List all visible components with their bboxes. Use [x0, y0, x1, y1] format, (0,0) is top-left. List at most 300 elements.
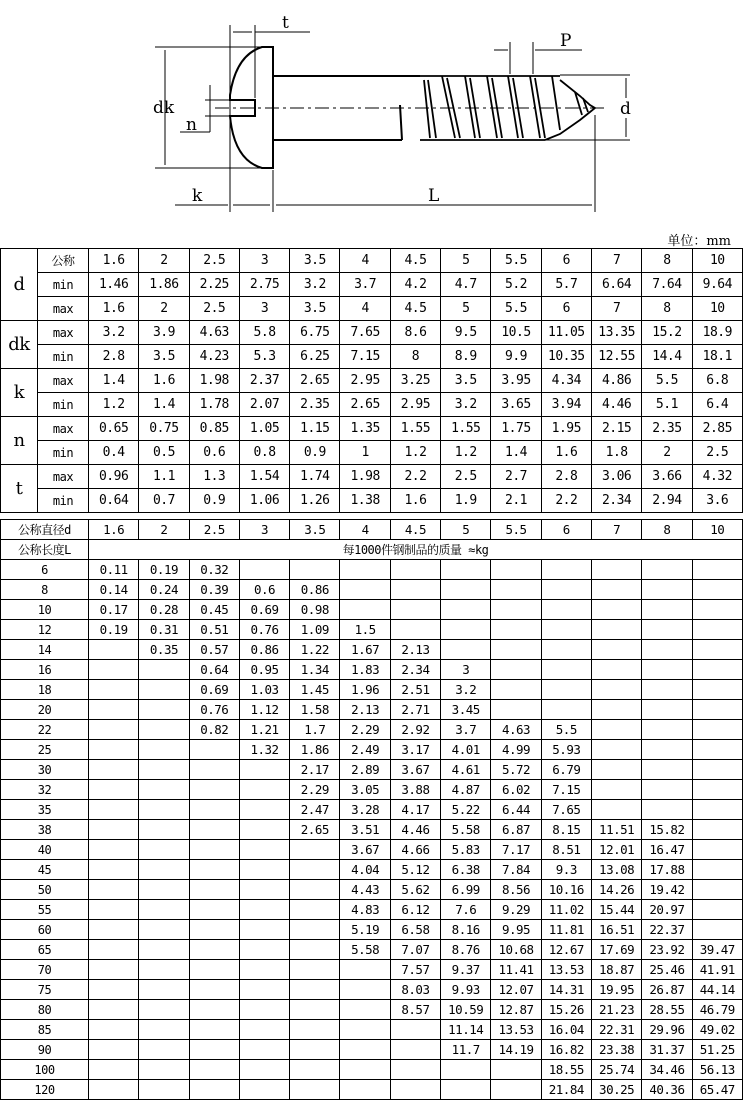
mass-cell: 11.51	[591, 820, 641, 840]
mass-cell	[89, 1060, 139, 1080]
limit-label: max	[38, 465, 89, 489]
mass-cell: 7.17	[491, 840, 541, 860]
mass-cell	[239, 920, 289, 940]
length-cell: 50	[1, 880, 89, 900]
mass-cell	[139, 960, 189, 980]
mass-cell: 31.37	[642, 1040, 692, 1060]
mass-cell: 30.25	[591, 1080, 641, 1100]
diameter-cell: 6	[541, 520, 591, 540]
mass-cell: 51.25	[692, 1040, 742, 1060]
mass-cell: 1.83	[340, 660, 390, 680]
length-cell: 8	[1, 580, 89, 600]
param-label: n	[1, 417, 38, 465]
mass-cell: 2.65	[290, 820, 340, 840]
value-cell: 4.2	[390, 273, 440, 297]
mass-cell	[290, 860, 340, 880]
mass-cell	[390, 1080, 440, 1100]
length-cell: 14	[1, 640, 89, 660]
mass-cell: 16.47	[642, 840, 692, 860]
length-cell: 75	[1, 980, 89, 1000]
value-cell: 0.64	[89, 489, 139, 513]
diameter-cell: 4.5	[390, 520, 440, 540]
mass-cell: 5.62	[390, 880, 440, 900]
mass-cell	[89, 800, 139, 820]
mass-cell: 56.13	[692, 1060, 742, 1080]
mass-cell	[139, 780, 189, 800]
mass-cell	[290, 880, 340, 900]
mass-cell: 9.3	[541, 860, 591, 880]
value-cell: 10	[692, 297, 742, 321]
mass-cell: 4.87	[441, 780, 491, 800]
mass-cell	[692, 900, 742, 920]
mass-cell	[642, 700, 692, 720]
mass-cell: 4.99	[491, 740, 541, 760]
mass-cell: 3.28	[340, 800, 390, 820]
mass-cell: 4.66	[390, 840, 440, 860]
nominal-size-cell: 5.5	[491, 249, 541, 273]
value-cell: 1	[340, 441, 390, 465]
mass-cell: 14.26	[591, 880, 641, 900]
mass-cell	[290, 940, 340, 960]
mass-cell: 15.26	[541, 1000, 591, 1020]
mass-cell: 2.89	[340, 760, 390, 780]
mass-cell	[89, 820, 139, 840]
value-cell: 13.35	[591, 321, 641, 345]
mass-cell	[239, 900, 289, 920]
mass-cell: 9.93	[441, 980, 491, 1000]
value-cell: 2.7	[491, 465, 541, 489]
value-cell: 18.9	[692, 321, 742, 345]
mass-cell	[290, 960, 340, 980]
mass-cell	[541, 680, 591, 700]
mass-cell	[491, 700, 541, 720]
value-cell: 2.5	[189, 297, 239, 321]
mass-cell	[89, 700, 139, 720]
mass-cell	[340, 1000, 390, 1020]
mass-cell: 1.86	[290, 740, 340, 760]
mass-cell: 23.38	[591, 1040, 641, 1060]
mass-cell: 8.16	[441, 920, 491, 940]
value-cell: 6.8	[692, 369, 742, 393]
mass-cell	[692, 820, 742, 840]
mass-cell: 0.45	[189, 600, 239, 620]
param-label: t	[1, 465, 38, 513]
mass-cell	[692, 580, 742, 600]
mass-cell	[591, 800, 641, 820]
value-cell: 0.75	[139, 417, 189, 441]
value-cell: 1.55	[441, 417, 491, 441]
value-cell: 0.4	[89, 441, 139, 465]
value-cell: 2	[642, 441, 692, 465]
value-cell: 1.8	[591, 441, 641, 465]
mass-cell	[491, 600, 541, 620]
mass-cell	[491, 620, 541, 640]
mass-cell: 4.63	[491, 720, 541, 740]
mass-cell: 4.61	[441, 760, 491, 780]
limit-label: min	[38, 489, 89, 513]
mass-cell: 2.47	[290, 800, 340, 820]
mass-cell	[541, 560, 591, 580]
mass-cell	[89, 660, 139, 680]
mass-cell: 6.79	[541, 760, 591, 780]
mass-cell	[89, 740, 139, 760]
mass-cell: 3.45	[441, 700, 491, 720]
value-cell: 2.2	[541, 489, 591, 513]
mass-cell: 0.35	[139, 640, 189, 660]
mass-cell	[591, 760, 641, 780]
mass-cell	[89, 1040, 139, 1060]
value-cell: 0.5	[139, 441, 189, 465]
diameter-cell: 8	[642, 520, 692, 540]
table-row	[1, 1060, 743, 1080]
mass-cell: 0.31	[139, 620, 189, 640]
mass-cell	[139, 660, 189, 680]
mass-cell: 40.36	[642, 1080, 692, 1100]
limit-label: max	[38, 297, 89, 321]
value-cell: 2.25	[189, 273, 239, 297]
mass-cell: 5.58	[441, 820, 491, 840]
mass-cell	[441, 560, 491, 580]
nominal-size-cell: 5	[441, 249, 491, 273]
mass-cell: 0.19	[139, 560, 189, 580]
label-L: L	[428, 186, 440, 206]
mass-cell	[340, 1020, 390, 1040]
nominal-size-cell: 4	[340, 249, 390, 273]
mass-cell	[139, 680, 189, 700]
table-row	[1, 369, 743, 393]
mass-cell: 3.67	[340, 840, 390, 860]
value-cell: 5.2	[491, 273, 541, 297]
mass-cell: 17.88	[642, 860, 692, 880]
value-cell: 2.95	[340, 369, 390, 393]
mass-cell: 0.69	[239, 600, 289, 620]
mass-cell	[89, 720, 139, 740]
value-cell: 4.34	[541, 369, 591, 393]
mass-cell	[340, 980, 390, 1000]
mass-cell	[189, 1060, 239, 1080]
table-row	[1, 820, 743, 840]
mass-cell	[139, 920, 189, 940]
mass-cell	[290, 560, 340, 580]
mass-cell	[139, 1080, 189, 1100]
mass-cell: 7.15	[541, 780, 591, 800]
value-cell: 2.8	[541, 465, 591, 489]
value-cell: 4.23	[189, 345, 239, 369]
mass-cell: 0.98	[290, 600, 340, 620]
value-cell: 1.98	[340, 465, 390, 489]
mass-cell	[239, 840, 289, 860]
nominal-size-cell: 8	[642, 249, 692, 273]
mass-cell: 0.32	[189, 560, 239, 580]
table-row	[1, 720, 743, 740]
value-cell: 8	[390, 345, 440, 369]
mass-cell: 0.39	[189, 580, 239, 600]
mass-cell: 1.03	[239, 680, 289, 700]
mass-cell	[692, 620, 742, 640]
nominal-size-cell: 6	[541, 249, 591, 273]
table-row	[1, 880, 743, 900]
mass-cell: 10.16	[541, 880, 591, 900]
value-cell: 2	[139, 297, 189, 321]
value-cell: 8	[642, 297, 692, 321]
value-cell: 10.35	[541, 345, 591, 369]
mass-cell	[139, 1060, 189, 1080]
value-cell: 3.65	[491, 393, 541, 417]
mass-cell	[692, 740, 742, 760]
length-label: 公称长度L	[1, 540, 89, 560]
value-cell: 2.15	[591, 417, 641, 441]
mass-cell: 46.79	[692, 1000, 742, 1020]
mass-cell	[89, 880, 139, 900]
label-t: t	[282, 13, 289, 33]
mass-cell: 20.97	[642, 900, 692, 920]
length-cell: 22	[1, 720, 89, 740]
mass-cell	[89, 1020, 139, 1040]
value-cell: 1.75	[491, 417, 541, 441]
table-row	[1, 620, 743, 640]
mass-cell: 14.31	[541, 980, 591, 1000]
mass-cell	[139, 1040, 189, 1060]
mass-cell	[491, 680, 541, 700]
value-cell: 2.37	[239, 369, 289, 393]
mass-cell	[239, 760, 289, 780]
mass-cell	[239, 1080, 289, 1100]
mass-cell	[89, 1080, 139, 1100]
mass-cell: 16.51	[591, 920, 641, 940]
value-cell: 0.8	[239, 441, 289, 465]
value-cell: 5.5	[642, 369, 692, 393]
value-cell: 1.98	[189, 369, 239, 393]
value-cell: 0.7	[139, 489, 189, 513]
value-cell: 1.9	[441, 489, 491, 513]
mass-cell: 3.67	[390, 760, 440, 780]
param-label: d	[1, 249, 38, 321]
mass-cell	[491, 1060, 541, 1080]
value-cell: 1.35	[340, 417, 390, 441]
mass-cell	[139, 1000, 189, 1020]
value-cell: 0.65	[89, 417, 139, 441]
value-cell: 2.2	[390, 465, 440, 489]
mass-cell: 1.7	[290, 720, 340, 740]
value-cell: 1.6	[89, 297, 139, 321]
mass-cell	[239, 780, 289, 800]
mass-cell	[591, 580, 641, 600]
mass-cell	[642, 740, 692, 760]
limit-label: min	[38, 393, 89, 417]
mass-cell: 7.6	[441, 900, 491, 920]
mass-cell	[139, 880, 189, 900]
value-cell: 6.25	[290, 345, 340, 369]
value-cell: 14.4	[642, 345, 692, 369]
mass-cell	[390, 1040, 440, 1060]
table-row	[1, 393, 743, 417]
mass-cell	[390, 580, 440, 600]
value-cell: 7.64	[642, 273, 692, 297]
value-cell: 4.46	[591, 393, 641, 417]
mass-cell: 2.71	[390, 700, 440, 720]
mass-cell: 2.13	[390, 640, 440, 660]
mass-cell	[290, 980, 340, 1000]
mass-cell	[290, 1040, 340, 1060]
mass-cell	[491, 1080, 541, 1100]
mass-cell	[340, 560, 390, 580]
mass-cell: 8.56	[491, 880, 541, 900]
mass-cell	[441, 640, 491, 660]
table-row	[1, 489, 743, 513]
mass-cell	[290, 920, 340, 940]
mass-cell	[89, 940, 139, 960]
mass-cell	[239, 980, 289, 1000]
mass-cell: 23.92	[642, 940, 692, 960]
mass-cell	[89, 840, 139, 860]
mass-cell: 7.07	[390, 940, 440, 960]
mass-cell: 3.7	[441, 720, 491, 740]
mass-cell: 5.93	[541, 740, 591, 760]
mass-cell: 5.72	[491, 760, 541, 780]
value-cell: 7	[591, 297, 641, 321]
mass-cell	[692, 640, 742, 660]
mass-cell	[189, 900, 239, 920]
length-cell: 85	[1, 1020, 89, 1040]
mass-cell: 8.51	[541, 840, 591, 860]
limit-label: max	[38, 321, 89, 345]
mass-cell: 6.02	[491, 780, 541, 800]
table-row	[1, 417, 743, 441]
mass-cell: 6.12	[390, 900, 440, 920]
value-cell: 6.4	[692, 393, 742, 417]
value-cell: 12.55	[591, 345, 641, 369]
value-cell: 3.2	[290, 273, 340, 297]
value-cell: 0.6	[189, 441, 239, 465]
mass-cell: 4.01	[441, 740, 491, 760]
unit-label: 单位：mm	[667, 234, 731, 249]
nominal-size-row	[1, 249, 743, 273]
value-cell: 0.9	[290, 441, 340, 465]
value-cell: 9.5	[441, 321, 491, 345]
mass-cell: 5.19	[340, 920, 390, 940]
length-cell: 16	[1, 660, 89, 680]
mass-cell	[189, 880, 239, 900]
value-cell: 1.3	[189, 465, 239, 489]
mass-cell	[189, 840, 239, 860]
mass-cell	[139, 860, 189, 880]
mass-cell	[642, 560, 692, 580]
mass-cell	[189, 1080, 239, 1100]
mass-cell: 12.01	[591, 840, 641, 860]
table-row	[1, 980, 743, 1000]
param-label: k	[1, 369, 38, 417]
value-cell: 2.94	[642, 489, 692, 513]
mass-cell	[340, 600, 390, 620]
mass-cell: 49.02	[692, 1020, 742, 1040]
mass-cell	[89, 980, 139, 1000]
mass-cell	[189, 980, 239, 1000]
mass-cell	[692, 760, 742, 780]
value-cell: 8.6	[390, 321, 440, 345]
diameter-cell: 1.6	[89, 520, 139, 540]
mass-cell: 4.17	[390, 800, 440, 820]
length-header-row	[1, 540, 743, 560]
diameter-cell: 2.5	[189, 520, 239, 540]
mass-cell: 12.87	[491, 1000, 541, 1020]
mass-cell	[239, 940, 289, 960]
label-d: d	[620, 99, 631, 119]
value-cell: 9.9	[491, 345, 541, 369]
mass-cell: 13.08	[591, 860, 641, 880]
value-cell: 2.1	[491, 489, 541, 513]
mass-cell: 3.05	[340, 780, 390, 800]
value-cell: 9.64	[692, 273, 742, 297]
value-cell: 3.9	[139, 321, 189, 345]
mass-cell: 10.59	[441, 1000, 491, 1020]
mass-cell	[642, 680, 692, 700]
table-row	[1, 273, 743, 297]
mass-cell	[642, 660, 692, 680]
length-cell: 45	[1, 860, 89, 880]
param-label: dk	[1, 321, 38, 369]
table-row	[1, 640, 743, 660]
mass-cell	[340, 580, 390, 600]
mass-cell	[239, 960, 289, 980]
mass-cell	[591, 720, 641, 740]
value-cell: 3.5	[290, 297, 340, 321]
mass-cell	[591, 660, 641, 680]
mass-cell	[189, 920, 239, 940]
length-cell: 100	[1, 1060, 89, 1080]
table-row	[1, 700, 743, 720]
length-cell: 20	[1, 700, 89, 720]
mass-cell: 0.76	[239, 620, 289, 640]
mass-cell: 0.82	[189, 720, 239, 740]
mass-cell	[189, 1040, 239, 1060]
mass-cell: 3.88	[390, 780, 440, 800]
value-cell: 5.1	[642, 393, 692, 417]
mass-cell: 2.51	[390, 680, 440, 700]
mass-cell	[642, 760, 692, 780]
mass-cell: 0.14	[89, 580, 139, 600]
mass-cell	[591, 680, 641, 700]
mass-cell: 11.14	[441, 1020, 491, 1040]
mass-cell: 17.69	[591, 940, 641, 960]
value-cell: 5.7	[541, 273, 591, 297]
mass-cell: 6.99	[441, 880, 491, 900]
value-cell: 3.06	[591, 465, 641, 489]
mass-cell	[692, 600, 742, 620]
mass-cell: 22.31	[591, 1020, 641, 1040]
value-cell: 3.7	[340, 273, 390, 297]
mass-cell: 8.03	[390, 980, 440, 1000]
mass-cell: 0.17	[89, 600, 139, 620]
diameter-label: 公称直径d	[1, 520, 89, 540]
mass-cell	[139, 700, 189, 720]
value-cell: 1.2	[390, 441, 440, 465]
mass-cell: 1.34	[290, 660, 340, 680]
mass-cell	[139, 740, 189, 760]
nominal-label: 公称	[38, 249, 89, 273]
mass-cell	[541, 580, 591, 600]
value-cell: 1.2	[441, 441, 491, 465]
mass-cell	[239, 1060, 289, 1080]
mass-cell: 0.69	[189, 680, 239, 700]
value-cell: 2.34	[591, 489, 641, 513]
mass-cell: 12.67	[541, 940, 591, 960]
value-cell: 1.46	[89, 273, 139, 297]
mass-cell	[89, 780, 139, 800]
mass-cell: 14.19	[491, 1040, 541, 1060]
mass-cell	[239, 880, 289, 900]
mass-cell	[692, 560, 742, 580]
value-cell: 1.55	[390, 417, 440, 441]
